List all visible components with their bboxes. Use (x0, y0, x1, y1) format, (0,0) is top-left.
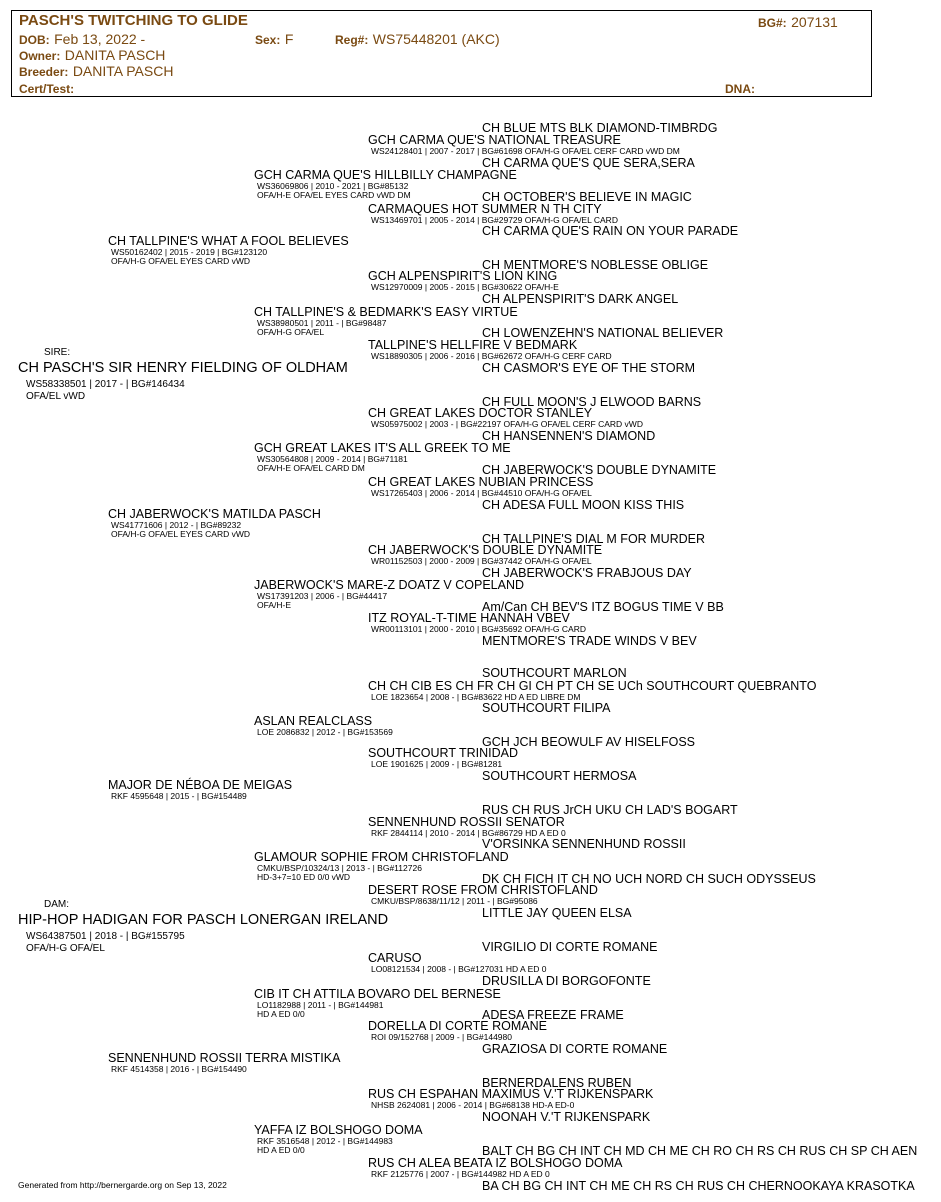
great-grandparent-health: HD-3+7=10 ED 0/0 vWD (257, 872, 351, 882)
dam-name: HIP-HOP HADIGAN FOR PASCH LONERGAN IRELAND (18, 912, 389, 928)
gen4-ancestor-name: CH GREAT LAKES NUBIAN PRINCESS (368, 475, 594, 489)
gen5-ancestor-name: CH JABERWOCK'S DOUBLE DYNAMITE (482, 463, 717, 477)
dob-label: DOB: (19, 33, 50, 47)
gen5-ancestor-name: DK CH FICH IT CH NO UCH NORD CH SUCH ODYSSEUS (482, 872, 816, 886)
great-grandparent-name: CIB IT CH ATTILA BOVARO DEL BERNESE (254, 987, 501, 1001)
gen5-ancestor-name: CH CASMOR'S EYE OF THE STORM (482, 361, 696, 375)
sex-label: Sex: (255, 33, 281, 47)
gen4-ancestor-name: ITZ ROYAL-T-TIME HANNAH VBEV (368, 611, 570, 625)
great-grandparent-reg: LO1182988 | 2011 - | BG#144981 (257, 1000, 384, 1010)
gen4-ancestor-reg: WS13469701 | 2005 - 2014 | BG#29729 OFA/H-G OFA/EL CARD (371, 215, 618, 225)
grandparent-name: SENNENHUND ROSSII TERRA MISTIKA (108, 1051, 341, 1065)
dob-value: Feb 13, 2022 - (54, 31, 146, 47)
gen4-ancestor-reg: RKF 2125776 | 2007 - | BG#144982 HD A ED 0 (371, 1169, 550, 1179)
dam-reg: WS64387501 | 2018 - | BG#155795 (26, 931, 185, 942)
grandparent-name: CH TALLPINE'S WHAT A FOOL BELIEVES (108, 234, 349, 248)
great-grandparent-reg: WS38980501 | 2011 - | BG#98487 (257, 318, 387, 328)
gen5-ancestor-name: MENTMORE'S TRADE WINDS V BEV (482, 634, 697, 648)
gen4-ancestor-name: CH CH CIB ES CH FR CH GI CH PT CH SE UCh SOUTHCOURT QUEBRANTO (368, 679, 817, 693)
gen4-ancestor-name: RUS CH ALEA BEATA IZ BOLSHOGO DOMA (368, 1156, 623, 1170)
grandparent-name: CH JABERWOCK'S MATILDA PASCH (108, 507, 321, 521)
gen4-ancestor-name: TALLPINE'S HELLFIRE V BEDMARK (368, 338, 578, 352)
great-grandparent-health: OFA/H-G OFA/EL (257, 327, 325, 337)
gen4-ancestor-reg: WR01152503 | 2000 - 2009 | BG#37442 OFA/H-G OFA/EL (371, 556, 592, 566)
breeder-value: DANITA PASCH (72, 63, 174, 79)
gen5-ancestor-name: CH HANSENNEN'S DIAMOND (482, 429, 656, 443)
gen5-ancestor-name: CH BLUE MTS BLK DIAMOND-TIMBRDG (482, 121, 718, 135)
gen5-ancestor-name: CH MENTMORE'S NOBLESSE OBLIGE (482, 258, 709, 272)
cert-test-label: Cert/Test: (19, 82, 75, 96)
gen5-ancestor-name: Am/Can CH BEV'S ITZ BOGUS TIME V BB (482, 600, 724, 614)
gen4-ancestor-reg: WS12970009 | 2005 - 2015 | BG#30622 OFA/H-E (371, 282, 559, 292)
bg-value: 207131 (791, 14, 838, 30)
gen5-ancestor-name: ADESA FREEZE FRAME (482, 1008, 624, 1022)
great-grandparent-name: ASLAN REALCLASS (254, 714, 373, 728)
grandparent-name: MAJOR DE NÉBOA DE MEIGAS (108, 778, 293, 792)
gen4-ancestor-reg: ROI 09/152768 | 2009 - | BG#144980 (371, 1032, 512, 1042)
grandparent-reg: RKF 4514358 | 2016 - | BG#154490 (111, 1064, 247, 1074)
footer-text: Generated from http://bernergarde.org on Sep 13, 2022 (18, 1180, 227, 1190)
dna-label: DNA: (725, 82, 755, 96)
gen5-ancestor-name: CH ALPENSPIRIT'S DARK ANGEL (482, 292, 679, 306)
gen4-ancestor-name: CH JABERWOCK'S DOUBLE DYNAMITE (368, 543, 603, 557)
gen4-ancestor-reg: WS24128401 | 2007 - 2017 | BG#61698 OFA/H-G OFA/EL CERF CARD vWD DM (371, 146, 680, 156)
gen4-ancestor-reg: WS17265403 | 2006 - 2014 | BG#44510 OFA/H-G OFA/EL (371, 488, 592, 498)
gen5-ancestor-name: CH OCTOBER'S BELIEVE IN MAGIC (482, 190, 692, 204)
gen5-ancestor-name: GCH JCH BEOWULF AV HISELFOSS (482, 735, 696, 749)
gen5-ancestor-name: NOONAH V.'T RIJKENSPARK (482, 1110, 651, 1124)
gen5-ancestor-name: V'ORSINKA SENNENHUND ROSSII (482, 837, 686, 851)
gen5-ancestor-name: CH CARMA QUE'S QUE SERA,SERA (482, 156, 695, 170)
grandparent-reg: RKF 4595648 | 2015 - | BG#154489 (111, 791, 247, 801)
gen5-ancestor-name: RUS CH RUS JrCH UKU CH LAD'S BOGART (482, 803, 738, 817)
gen5-ancestor-name: CH LOWENZEHN'S NATIONAL BELIEVER (482, 326, 724, 340)
gen4-ancestor-name: CARMAQUES HOT SUMMER N TH CITY (368, 202, 602, 216)
sire-name: CH PASCH'S SIR HENRY FIELDING OF OLDHAM (18, 360, 348, 376)
great-grandparent-health: OFA/H-E OFA/EL CARD DM (257, 463, 365, 473)
great-grandparent-reg: WS30564808 | 2009 - 2014 | BG#71181 (257, 454, 408, 464)
gen5-ancestor-name: BA CH BG CH INT CH ME CH RS CH RUS CH CHERNOOKAYA KRASOTKA (482, 1179, 915, 1193)
dog-title: PASCH'S TWITCHING TO GLIDE (19, 12, 248, 29)
gen4-ancestor-name: CH GREAT LAKES DOCTOR STANLEY (368, 406, 593, 420)
gen4-ancestor-name: SOUTHCOURT TRINIDAD (368, 746, 519, 760)
great-grandparent-name: GLAMOUR SOPHIE FROM CHRISTOFLAND (254, 850, 509, 864)
grandparent-health: OFA/H-G OFA/EL EYES CARD vWD (111, 256, 251, 266)
gen4-ancestor-reg: LOE 1901625 | 2009 - | BG#81281 (371, 759, 503, 769)
great-grandparent-name: JABERWOCK'S MARE-Z DOATZ V COPELAND (254, 578, 525, 592)
owner-label: Owner: (19, 49, 61, 63)
gen5-ancestor-name: CH TALLPINE'S DIAL M FOR MURDER (482, 532, 706, 546)
great-grandparent-name: CH TALLPINE'S & BEDMARK'S EASY VIRTUE (254, 305, 518, 319)
gen4-ancestor-reg: CMKU/BSP/8638/11/12 | 2011 - | BG#95086 (371, 896, 538, 906)
gen4-ancestor-reg: RKF 2844114 | 2010 - 2014 | BG#86729 HD A ED 0 (371, 828, 566, 838)
reg-value: WS75448201 (AKC) (372, 31, 500, 47)
gen5-ancestor-name: SOUTHCOURT FILIPA (482, 701, 611, 715)
gen5-ancestor-name: CH CARMA QUE'S RAIN ON YOUR PARADE (482, 224, 739, 238)
gen4-ancestor-reg: NHSB 2624081 | 2006 - 2014 | BG#68138 HD-A ED-0 (371, 1100, 575, 1110)
sex-value: F (284, 31, 294, 47)
gen5-ancestor-name: BALT CH BG CH INT CH MD CH ME CH RO CH RS CH RUS CH SP CH AEN (482, 1144, 918, 1158)
great-grandparent-reg: WS17391203 | 2006 - | BG#44417 (257, 591, 388, 601)
gen4-ancestor-name: SENNENHUND ROSSII SENATOR (368, 815, 565, 829)
gen5-ancestor-name: GRAZIOSA DI CORTE ROMANE (482, 1042, 668, 1056)
reg-label: Reg#: (335, 33, 369, 47)
gen5-ancestor-name: SOUTHCOURT HERMOSA (482, 769, 637, 783)
dam-health: OFA/H-G OFA/EL (26, 943, 105, 954)
header-box (11, 10, 872, 97)
great-grandparent-health: HD A ED 0/0 (257, 1009, 305, 1019)
gen4-ancestor-name: CARUSO (368, 951, 422, 965)
gen5-ancestor-name: CH JABERWOCK'S FRABJOUS DAY (482, 566, 692, 580)
gen5-ancestor-name: DRUSILLA DI BORGOFONTE (482, 974, 651, 988)
grandparent-health: OFA/H-G OFA/EL EYES CARD vWD (111, 529, 251, 539)
great-grandparent-reg: LOE 2086832 | 2012 - | BG#153569 (257, 727, 393, 737)
great-grandparent-reg: RKF 3516548 | 2012 - | BG#144983 (257, 1136, 393, 1146)
gen4-ancestor-reg: LO08121534 | 2008 - | BG#127031 HD A ED 0 (371, 964, 547, 974)
sire-reg: WS58338501 | 2017 - | BG#146434 (26, 379, 185, 390)
great-grandparent-health: HD A ED 0/0 (257, 1145, 305, 1155)
gen5-ancestor-name: CH FULL MOON'S J ELWOOD BARNS (482, 395, 702, 409)
gen4-ancestor-name: RUS CH ESPAHAN MAXIMUS V.'T RIJKENSPARK (368, 1087, 654, 1101)
bg-label: BG#: (758, 16, 787, 30)
gen5-ancestor-name: LITTLE JAY QUEEN ELSA (482, 906, 632, 920)
great-grandparent-health: OFA/H-E (257, 600, 292, 610)
great-grandparent-reg: CMKU/BSP/10324/13 | 2013 - | BG#112726 (257, 863, 422, 873)
gen5-ancestor-name: CH ADESA FULL MOON KISS THIS (482, 498, 685, 512)
gen4-ancestor-reg: WR00113101 | 2000 - 2010 | BG#35692 OFA/H-G CARD (371, 624, 586, 634)
great-grandparent-reg: WS36069806 | 2010 - 2021 | BG#85132 (257, 181, 409, 191)
sire-label: SIRE: (44, 347, 71, 358)
gen5-ancestor-name: BERNERDALENS RUBEN (482, 1076, 632, 1090)
gen4-ancestor-reg: WS18890305 | 2006 - 2016 | BG#62672 OFA/H-G CERF CARD (371, 351, 612, 361)
gen5-ancestor-name: VIRGILIO DI CORTE ROMANE (482, 940, 658, 954)
gen4-ancestor-reg: WS05975002 | 2003 - | BG#22197 OFA/H-G OFA/EL CERF CARD vWD (371, 419, 643, 429)
gen4-ancestor-name: GCH ALPENSPIRIT'S LION KING (368, 269, 558, 283)
great-grandparent-name: GCH CARMA QUE'S HILLBILLY CHAMPAGNE (254, 168, 517, 182)
grandparent-reg: WS50162402 | 2015 - 2019 | BG#123120 (111, 247, 268, 257)
grandparent-reg: WS41771606 | 2012 - | BG#89232 (111, 520, 242, 530)
gen4-ancestor-name: GCH CARMA QUE'S NATIONAL TREASURE (368, 133, 621, 147)
gen4-ancestor-name: DESERT ROSE FROM CHRISTOFLAND (368, 883, 598, 897)
gen4-ancestor-reg: LOE 1823654 | 2008 - | BG#83622 HD A ED LIBRE DM (371, 692, 581, 702)
great-grandparent-name: YAFFA IZ BOLSHOGO DOMA (254, 1123, 423, 1137)
dam-label: DAM: (44, 899, 69, 910)
gen5-ancestor-name: SOUTHCOURT MARLON (482, 666, 627, 680)
breeder-label: Breeder: (19, 65, 69, 79)
sire-health: OFA/EL vWD (26, 391, 86, 402)
gen4-ancestor-name: DORELLA DI CORTE ROMANE (368, 1019, 547, 1033)
great-grandparent-name: GCH GREAT LAKES IT'S ALL GREEK TO ME (254, 441, 511, 455)
owner-value: DANITA PASCH (64, 47, 166, 63)
great-grandparent-health: OFA/H-E OFA/EL EYES CARD vWD DM (257, 190, 411, 200)
